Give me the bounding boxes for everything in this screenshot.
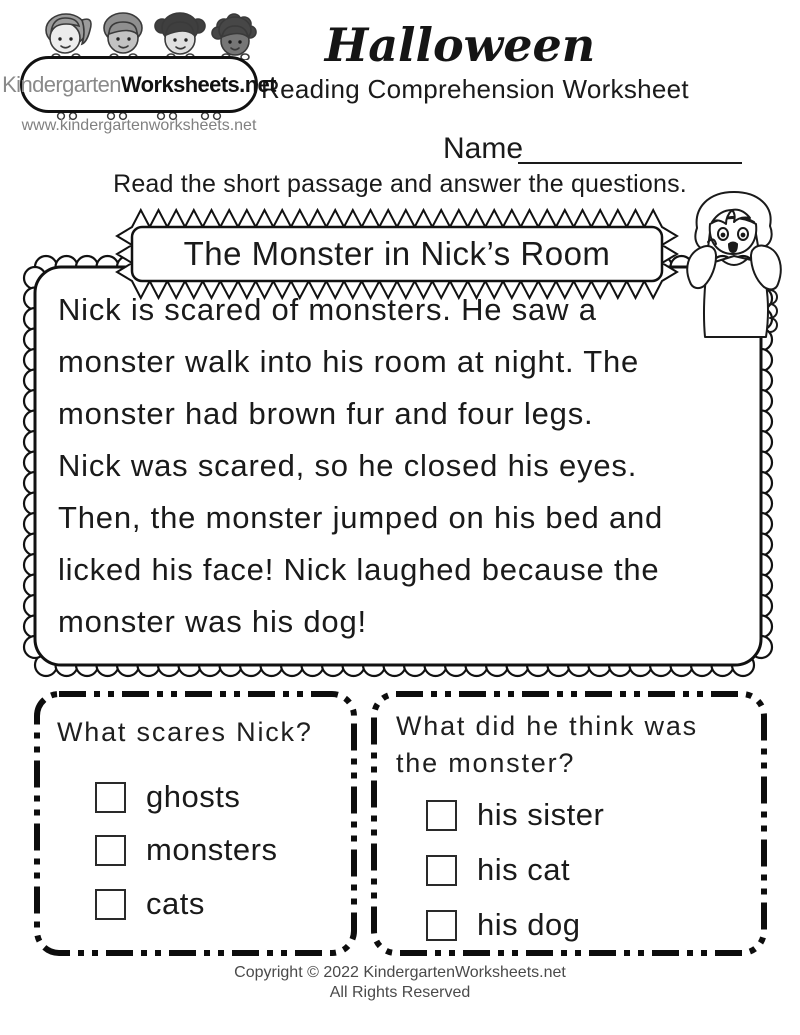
option-label: his dog bbox=[477, 907, 581, 942]
checkbox-monsters[interactable] bbox=[95, 835, 126, 866]
passage-text bbox=[58, 284, 748, 648]
kids-logo-illustration bbox=[26, 10, 258, 60]
passage-line: Then, the monster jumped on his bed and bbox=[58, 500, 664, 535]
question-1-prompt: What scares Nick? bbox=[57, 717, 313, 747]
website-url: www.kindergartenworksheets.net bbox=[21, 117, 257, 134]
passage-box bbox=[20, 252, 776, 680]
rights-text: All Rights Reserved bbox=[329, 984, 471, 1001]
option-label: monsters bbox=[146, 832, 278, 867]
passage-line: licked his face! Nick laughed because the bbox=[58, 552, 660, 587]
option-row bbox=[426, 792, 604, 838]
passage-line: Nick is scared of monsters. He saw a bbox=[58, 292, 597, 327]
checkbox-cats[interactable] bbox=[95, 889, 126, 920]
page-subtitle: Reading Comprehension Worksheet bbox=[261, 74, 689, 104]
logo-plate bbox=[2, 56, 276, 113]
passage-line: monster was his dog! bbox=[58, 604, 367, 639]
passage-line: Nick was scared, so he closed his eyes. bbox=[58, 448, 638, 483]
question-box-1 bbox=[33, 690, 358, 957]
checkbox-ghosts[interactable] bbox=[95, 782, 126, 813]
option-label: ghosts bbox=[146, 779, 241, 814]
passage-title-banner bbox=[112, 203, 682, 303]
checkbox-his-cat[interactable] bbox=[426, 855, 457, 886]
passage-line: monster walk into his room at night. The bbox=[58, 344, 640, 379]
option-label: his sister bbox=[477, 797, 605, 832]
checkbox-his-sister[interactable] bbox=[426, 800, 457, 831]
name-label: Name bbox=[443, 132, 524, 165]
option-row bbox=[95, 774, 240, 820]
option-label: cats bbox=[146, 886, 205, 921]
scared-girl-illustration bbox=[678, 190, 790, 338]
passage-title: The Monster in Nick’s Room bbox=[183, 235, 611, 272]
brand-kindergarten: Kindergarten bbox=[2, 71, 121, 97]
option-row bbox=[426, 847, 570, 893]
question-box-2 bbox=[370, 690, 768, 957]
name-blank-line[interactable] bbox=[518, 162, 742, 164]
option-row bbox=[426, 902, 580, 948]
instruction-text: Read the short passage and answer the questions. bbox=[113, 170, 687, 198]
question-2-prompt: What did he think was the monster? bbox=[396, 711, 698, 778]
option-row bbox=[95, 881, 205, 927]
footer bbox=[0, 964, 800, 1002]
option-label: his cat bbox=[477, 852, 571, 887]
checkbox-his-dog[interactable] bbox=[426, 910, 457, 941]
brand-worksheets: Worksheets.net bbox=[120, 71, 276, 97]
option-row bbox=[95, 827, 277, 873]
page-title: Halloween bbox=[324, 18, 596, 72]
passage-line: monster had brown fur and four legs. bbox=[58, 396, 594, 431]
copyright-text: Copyright © 2022 KindergartenWorksheets.net bbox=[234, 964, 566, 981]
